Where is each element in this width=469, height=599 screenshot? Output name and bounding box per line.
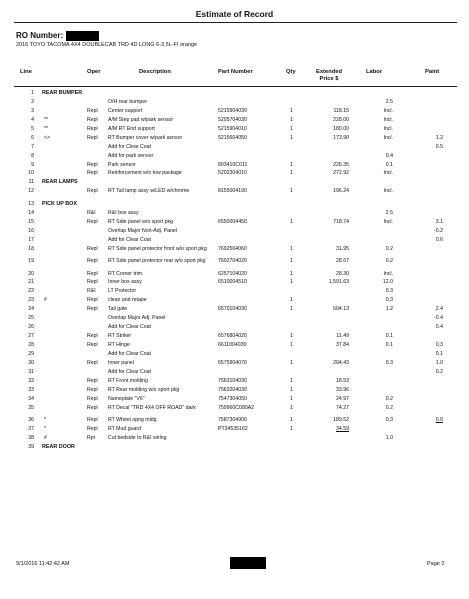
cell-desc: Add for Clear Coat xyxy=(108,236,151,243)
cell-price: 604.13 xyxy=(333,306,349,313)
cell-qty: 1 xyxy=(290,297,293,304)
table-row xyxy=(0,396,469,405)
col-oper: Oper xyxy=(87,69,101,75)
cell-labor: 0.1 xyxy=(385,161,393,168)
cell-desc: RT Tail lamp assy w/LED w/chrome xyxy=(108,188,190,195)
cell-mark: # xyxy=(44,434,47,441)
cell-price: 204.43 xyxy=(333,359,349,366)
cell-qty: 1 xyxy=(290,386,293,393)
cell-desc: Add for Clear Coat xyxy=(108,324,151,331)
cell-price: 272.92 xyxy=(333,170,349,177)
table-row xyxy=(0,360,469,369)
cell-desc: RT Side panel protector rear w/o sport pkg xyxy=(108,258,206,264)
table-row xyxy=(0,179,469,188)
document-title: Estimate of Record xyxy=(195,9,274,19)
cell-qty: 1 xyxy=(290,107,293,114)
cell-part: 7587304900 xyxy=(218,417,247,424)
cell-qty: 1 xyxy=(290,258,293,264)
cell-price: 37.84 xyxy=(336,342,349,348)
cell-line: 36 xyxy=(28,417,34,424)
section-heading: REAR DOOR xyxy=(42,443,75,450)
cell-labor: 0.3 xyxy=(385,359,393,366)
cell-oper: Repl xyxy=(87,125,98,132)
cell-oper: Repl xyxy=(87,245,98,252)
cell-oper: Repl xyxy=(87,218,98,225)
cell-oper: Repl xyxy=(87,377,98,384)
cell-price: 11.49 xyxy=(336,333,349,340)
cell-line: 35 xyxy=(28,404,34,411)
cell-line: 5 xyxy=(31,125,34,132)
cell-part: 7563104030 xyxy=(218,377,247,384)
cell-oper: Repl xyxy=(87,258,98,264)
vehicle-description: 2016 TOYO TACOMA 4X4 DOUBLECAB TRD 4D LONG 6-3.5L-FI orange xyxy=(16,42,198,48)
cell-line: 3 xyxy=(31,107,34,114)
cell-desc: RT Hinge xyxy=(108,342,130,348)
cell-line: 14 xyxy=(28,209,34,216)
table-row xyxy=(0,378,469,387)
cell-price: 18.53 xyxy=(336,377,349,384)
cell-line: 39 xyxy=(28,443,34,450)
cell-desc: LT Protector xyxy=(108,288,137,295)
table-row xyxy=(0,135,469,144)
cell-line: 23 xyxy=(28,297,34,304)
cell-labor: Incl. xyxy=(383,134,393,141)
cell-price: 228.00 xyxy=(333,116,349,123)
cell-oper: R&I xyxy=(87,288,96,295)
cell-desc: Add for park sensor xyxy=(108,152,154,159)
cell-oper: Repl xyxy=(87,426,98,432)
cell-labor: 0.1 xyxy=(385,333,393,340)
cell-price: 118.15 xyxy=(333,107,349,114)
table-row xyxy=(0,369,469,378)
table-row xyxy=(0,387,469,396)
cell-oper: R&I xyxy=(87,209,96,216)
cell-labor: 1.2 xyxy=(385,306,393,313)
table-row xyxy=(0,444,469,453)
cell-qty: 1 xyxy=(290,426,293,432)
cell-qty: 1 xyxy=(290,306,293,313)
cell-qty: 1 xyxy=(290,116,293,123)
cell-line: 4 xyxy=(31,116,34,123)
cell-desc: Cut bedside to R&I wiring xyxy=(108,434,167,441)
cell-labor: Incl. xyxy=(383,270,393,277)
cell-price: 189.52 xyxy=(333,417,349,424)
cell-labor: 12.0 xyxy=(382,279,393,286)
table-row xyxy=(0,435,469,444)
cell-part: 7547304050 xyxy=(218,395,247,402)
cell-price: 28.67 xyxy=(336,258,349,264)
cell-desc: RT Side panel protector front w/o sport pkg xyxy=(108,245,207,252)
section-heading: PICK UP BOX xyxy=(42,200,77,207)
cell-line: 11 xyxy=(28,179,34,186)
table-row xyxy=(0,258,469,271)
cell-labor: Incl. xyxy=(383,170,393,177)
cell-desc: O/H rear bumper xyxy=(108,98,147,105)
cell-part: 7692504060 xyxy=(218,245,247,252)
cell-part: 893410C011 xyxy=(218,161,248,168)
cell-price: 74.27 xyxy=(336,404,349,411)
cell-price: 34.59 xyxy=(336,426,349,432)
cell-line: 22 xyxy=(28,288,34,295)
table-row xyxy=(0,271,469,280)
table-row xyxy=(0,417,469,426)
table-row xyxy=(0,324,469,333)
page-number: Page 2 xyxy=(427,561,445,567)
cell-qty: 1 xyxy=(290,134,293,141)
cell-oper: Repl xyxy=(87,395,98,402)
cell-oper: Repl xyxy=(87,297,98,304)
cell-qty: 1 xyxy=(290,218,293,225)
cell-desc: RT Decal "TRD 4X4 OFF ROAD" dark xyxy=(108,404,196,411)
cell-desc: RT Front molding xyxy=(108,377,148,384)
table-row xyxy=(0,108,469,117)
table-row xyxy=(0,153,469,162)
cell-qty: 1 xyxy=(290,359,293,366)
cell-desc: RT Wheel opng mldg xyxy=(108,417,157,424)
cell-oper: Repl xyxy=(87,342,98,348)
table-row xyxy=(0,90,469,99)
cell-oper: Repl xyxy=(87,134,98,141)
cell-paint: -0.2 xyxy=(434,227,443,234)
cell-line: 38 xyxy=(28,434,34,441)
cell-desc: A/M Step pad w/park sensor xyxy=(108,116,174,123)
table-row xyxy=(0,144,469,153)
cell-price: 33.96 xyxy=(336,386,349,393)
cell-labor: Incl. xyxy=(383,125,393,132)
cell-labor: 0.3 xyxy=(385,288,393,295)
cell-line: 37 xyxy=(28,426,34,432)
cell-desc: RT Bumper cover w/park sensor xyxy=(108,134,183,141)
cell-part: 7563204030 xyxy=(218,386,247,393)
col-paint: Paint xyxy=(425,69,440,75)
cell-line: 33 xyxy=(28,386,34,393)
table-row xyxy=(0,162,469,171)
cell-line: 26 xyxy=(28,324,34,331)
cell-line: 18 xyxy=(28,245,34,252)
cell-oper: Repl xyxy=(87,279,98,286)
ro-redaction xyxy=(66,31,99,41)
cell-mark: # xyxy=(44,297,47,304)
footer-date: 9/1/2016 11:42:42 AM xyxy=(16,561,70,567)
cell-line: 29 xyxy=(28,350,34,357)
cell-line: 32 xyxy=(28,377,34,384)
table-row xyxy=(0,201,469,210)
table-row xyxy=(0,297,469,306)
col-line: Line xyxy=(20,69,32,75)
cell-desc: RT Rear molding w/o sport pkg xyxy=(108,386,180,393)
cell-labor: 2.5 xyxy=(385,98,393,105)
cell-part: 6550004450 xyxy=(218,218,247,225)
cell-part: 5202304010 xyxy=(218,170,247,177)
cell-desc: clean and retape xyxy=(108,297,147,304)
cell-line: 10 xyxy=(28,170,34,177)
cell-part: 5215904010 xyxy=(218,125,247,132)
cell-line: 9 xyxy=(31,161,34,168)
cell-line: 24 xyxy=(28,306,34,313)
cell-line: 25 xyxy=(28,315,34,322)
table-row xyxy=(0,237,469,246)
cell-labor: Incl. xyxy=(383,218,393,225)
col-part-number: Part Number xyxy=(218,69,253,75)
cell-desc: Add for Clear Coat xyxy=(108,350,151,357)
cell-desc: Overlap Major Non-Adj. Panel xyxy=(108,227,177,234)
cell-price: 31.95 xyxy=(336,245,349,252)
cell-desc: Tail gate xyxy=(108,306,128,313)
cell-line: 16 xyxy=(28,227,34,234)
cell-labor: 0.2 xyxy=(385,245,393,252)
cell-line: 8 xyxy=(31,152,34,159)
ro-label: RO Number: xyxy=(16,31,64,41)
cell-labor: 0.2 xyxy=(385,404,393,411)
col-labor: Labor xyxy=(366,69,383,75)
cell-paint: 0.6 xyxy=(435,236,443,243)
cell-desc: RT Mud guard xyxy=(108,426,141,432)
cell-price: 173.90 xyxy=(333,134,349,141)
cell-paint: 0.0 xyxy=(435,417,443,424)
footer-redaction xyxy=(230,557,266,569)
table-row xyxy=(0,99,469,108)
cell-qty: 1 xyxy=(290,170,293,177)
cell-oper: Repl xyxy=(87,170,98,177)
cell-line: 15 xyxy=(28,218,34,225)
cell-labor: Incl. xyxy=(383,116,393,123)
cell-labor: Incl. xyxy=(383,107,393,114)
cell-labor: 0.3 xyxy=(385,417,393,424)
cell-desc: R&I box assy xyxy=(108,209,139,216)
cell-qty: 1 xyxy=(290,188,293,195)
table-row xyxy=(0,342,469,351)
cell-desc: Reinforcement w/o tow package xyxy=(108,170,182,177)
cell-price: 24.97 xyxy=(336,395,349,402)
cell-part: 6510004510 xyxy=(218,279,247,286)
cell-qty: 1 xyxy=(290,161,293,168)
cell-desc: Center support xyxy=(108,107,143,114)
cell-part: 6576804020 xyxy=(218,333,247,340)
cell-part: PT34535162 xyxy=(218,426,248,432)
cell-oper: Repl xyxy=(87,161,98,168)
cell-price: 718.74 xyxy=(333,218,349,225)
cell-desc: Inner box assy xyxy=(108,279,142,286)
cell-oper: Repl xyxy=(87,116,98,123)
cell-line: 2 xyxy=(31,98,34,105)
cell-mark: <> xyxy=(44,134,51,141)
table-row xyxy=(0,279,469,288)
cell-desc: Add for Clear Coat xyxy=(108,143,151,150)
cell-line: 1 xyxy=(31,90,34,96)
cell-paint: 3.1 xyxy=(435,218,443,225)
cell-line: 28 xyxy=(28,342,34,348)
cell-qty: 1 xyxy=(290,404,293,411)
section-heading: REAR BUMPER xyxy=(42,90,83,96)
cell-qty: 1 xyxy=(290,245,293,252)
cell-paint: 2.4 xyxy=(435,306,443,313)
cell-mark: * xyxy=(44,426,47,432)
cell-oper: Repl xyxy=(87,333,98,340)
cell-oper: Rpr xyxy=(87,434,96,441)
cell-part: 5215604050 xyxy=(218,134,247,141)
cell-desc: RT Side panel w/o sport pkg xyxy=(108,218,173,225)
cell-desc: Overlap Major Adj. Panel xyxy=(108,315,166,322)
table-row xyxy=(0,315,469,324)
cell-qty: 1 xyxy=(290,377,293,384)
table-row xyxy=(0,170,469,179)
title-divider xyxy=(14,22,457,23)
cell-line: 30 xyxy=(28,359,34,366)
table-row xyxy=(0,288,469,297)
cell-oper: Repl xyxy=(87,107,98,114)
cell-price: 1,591.63 xyxy=(328,279,349,286)
cell-part: 6575904070 xyxy=(218,359,247,366)
cell-qty: 1 xyxy=(290,395,293,402)
cell-oper: Repl xyxy=(87,404,98,411)
cell-part: 5215904030 xyxy=(218,107,247,114)
cell-line: 13 xyxy=(28,200,34,207)
cell-price: 226.35 xyxy=(333,161,349,168)
ro-number xyxy=(16,31,99,41)
cell-part: 8155004190 xyxy=(218,188,247,195)
cell-labor: 0.3 xyxy=(385,297,393,304)
table-row xyxy=(0,228,469,237)
col-description: Description xyxy=(139,69,171,75)
cell-qty: 1 xyxy=(290,342,293,348)
cell-oper: Repl xyxy=(87,188,98,195)
table-row xyxy=(0,333,469,342)
cell-line: 27 xyxy=(28,333,34,340)
cell-line: 34 xyxy=(28,395,34,402)
estimate-table xyxy=(0,90,469,453)
cell-line: 6 xyxy=(31,134,34,141)
cell-line: 19 xyxy=(28,258,34,264)
cell-line: 7 xyxy=(31,143,34,150)
cell-labor: 2.5 xyxy=(385,209,393,216)
table-row xyxy=(0,210,469,219)
cell-oper: Repl xyxy=(87,359,98,366)
cell-part: 6570104030 xyxy=(218,306,247,313)
table-row xyxy=(0,405,469,418)
cell-paint: 0.3 xyxy=(435,342,443,348)
cell-desc: Park sensor xyxy=(108,161,136,168)
cell-oper: Repl xyxy=(87,306,98,313)
table-row xyxy=(0,219,469,228)
cell-labor: 0.2 xyxy=(385,395,393,402)
cell-paint: -0.4 xyxy=(434,315,443,322)
cell-line: 12 xyxy=(28,188,34,195)
cell-paint: 1.2 xyxy=(435,134,443,141)
table-row xyxy=(0,117,469,126)
cell-line: 21 xyxy=(28,279,34,286)
table-row xyxy=(0,188,469,201)
table-row xyxy=(0,351,469,360)
cell-paint: 0.4 xyxy=(435,324,443,331)
cell-desc: RT Corner trim xyxy=(108,270,143,277)
cell-line: 20 xyxy=(28,270,34,277)
cell-paint: 0.2 xyxy=(435,368,443,375)
cell-part: 7692704020 xyxy=(218,258,247,264)
cell-paint: 0.1 xyxy=(435,350,443,357)
cell-desc: Nameplate "V6" xyxy=(108,395,145,402)
cell-part: 6611004030 xyxy=(218,342,247,348)
cell-qty: 1 xyxy=(290,125,293,132)
cell-line: 17 xyxy=(28,236,34,243)
table-row xyxy=(0,306,469,315)
col-qty: Qty xyxy=(286,69,296,75)
cell-labor: 0.4 xyxy=(385,152,393,159)
table-row xyxy=(0,126,469,135)
cell-labor: Incl. xyxy=(383,188,393,195)
cell-qty: 1 xyxy=(290,417,293,424)
cell-paint: 1.0 xyxy=(435,359,443,366)
cell-mark: ** xyxy=(44,116,49,123)
cell-part: 759960C080A2 xyxy=(218,404,255,411)
section-heading: REAR LAMPS xyxy=(42,179,78,186)
cell-mark: ** xyxy=(44,125,49,132)
cell-qty: 1 xyxy=(290,270,293,277)
table-row xyxy=(0,426,469,435)
cell-labor: 0.2 xyxy=(385,258,393,264)
cell-price: 28.30 xyxy=(336,270,349,277)
cell-qty: 1 xyxy=(290,279,293,286)
cell-labor: 1.0 xyxy=(385,434,393,441)
header-divider xyxy=(14,86,457,87)
cell-part: 6257104020 xyxy=(218,270,247,277)
cell-desc: A/M RT End support xyxy=(108,125,155,132)
cell-oper: Repl xyxy=(87,417,98,424)
cell-oper: Repl xyxy=(87,386,98,393)
cell-desc: Inner panel xyxy=(108,359,134,366)
cell-desc: RT Striker xyxy=(108,333,132,340)
cell-part: 5205704030 xyxy=(218,116,247,123)
col-extended-price: Extended Price $ xyxy=(315,69,343,82)
cell-paint: 0.5 xyxy=(435,143,443,150)
cell-labor: 0.1 xyxy=(385,342,393,348)
table-row xyxy=(0,246,469,259)
cell-line: 31 xyxy=(28,368,34,375)
cell-price: 180.00 xyxy=(333,125,349,132)
cell-qty: 1 xyxy=(290,333,293,340)
cell-price: 196.24 xyxy=(333,188,349,195)
cell-mark: * xyxy=(44,417,47,424)
cell-oper: Repl xyxy=(87,270,98,277)
cell-desc: Add for Clear Coat xyxy=(108,368,151,375)
